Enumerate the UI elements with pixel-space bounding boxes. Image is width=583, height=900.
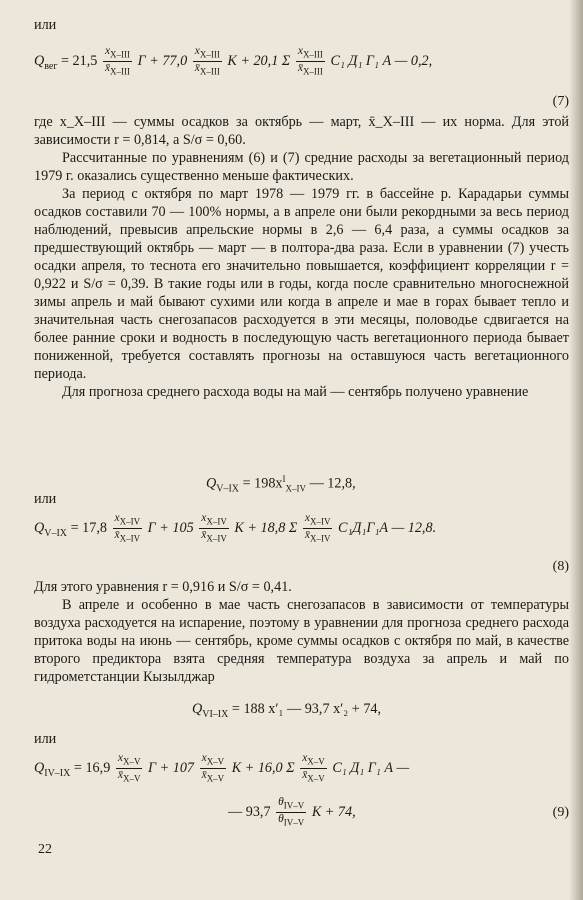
paragraph-period: За период с октября по март 1978 — 1979 гг. в бассейне р. Карадарьи суммы осадков составили 70 — 100% нормы, а в апреле они были рекордными за весь период наблюдений, превысив апрельские нормы в 2,6 — 6,4 раза, а суммы осадков за предшествующий октябрь — март — в полтора-два раза. Если в уравнении (7) учесть осадки апреля, то теснота его значительно повышается, коэффициент корреляции r = 0,922 и S/σ = 0,39. В такие годы или в годы, когда после сравнительно многоснежной зимы апрель и май бывают сухими или когда в апреле и мае в горах бывает тепло и значительная часть снегозапасов расходуется в эти месяцы, половодье сдвигается на более ранние сроки и водность в последующую часть вегетационного периода бывает пониженной, требуется составлять прогнозы на оставшуюся часть вегетационного периода.	[34, 186, 569, 382]
paragraph-may-sept: Для прогноза среднего расхода воды на май — сентябрь получено уравнение	[62, 384, 529, 400]
fraction: $\theta_{IV-V}$ $\theta_{IV-V}$	[278, 796, 305, 828]
paragraph-r-value: Для этого уравнения r = 0,916 и S/σ = 0,41.	[34, 579, 292, 595]
page-edge-shadow	[569, 0, 583, 900]
equation-7: $Q_{вег} = 21,5$ $x_{X-III}$ $x̄_{X-III}$ Г + 77,0 $x_{X-III}$ $x̄_{X-III}$ К + 20,1 Σ $x_{X-III}$ $x̄_{X-III}$ С₁ Д₁ Г₁ А — 0,2,	[34, 45, 433, 77]
fraction: $\frac{x_{X-V}}{x̄_{X-V}}$	[201, 752, 225, 784]
paragraph-definitions: где x_X–III — суммы осадков за октябрь — март, x̄_X–III — их норма. Для этой зависимости r = 0,814, а S/σ = 0,60.	[34, 114, 569, 148]
fraction: $\frac{x_{X-IV}}{x̄_{X-IV}}$	[201, 512, 227, 544]
page-number: 22	[38, 842, 52, 857]
word-ili: или	[34, 491, 57, 507]
equation-9a: $Q_{VI-IX} = 188$ x′₁ — 93,7 x′₂ + 74,	[192, 701, 382, 720]
equation-9-line-1: $Q_{IV-IX} = 16,9$ $\frac{x_{X-V}}{x̄_{X-V}}$ Г + 107 $\frac{x_{X-V}}{x̄_{X-V}}$ К + 16,0 Σ $\frac{x_{X-V}}{x̄_{X-V}}$ С₁ Д₁ Г₁ А —	[34, 752, 410, 784]
fraction: $\frac{x_{X-IV}}{x̄_{X-IV}}$	[304, 512, 331, 544]
equation-number-8: (8)	[552, 559, 569, 574]
fraction: $\frac{x_{X-V}}{x̄_{X-V}}$	[117, 752, 141, 784]
equation-8a: $Q_{V-IX} = 198x^I_{X-IV}$ — 12,8,	[206, 474, 356, 495]
equation-number-9: (9)	[552, 805, 569, 820]
text-block-2	[34, 578, 569, 686]
fraction: $x_{X-III}$ $x̄_{X-III}$	[297, 45, 323, 77]
equation-number-7: (7)	[552, 94, 569, 109]
paragraph-results: Рассчитанные по уравнениям (6) и (7) средние расходы за вегетационный период 1979 г. оказались существенно меньше фактических.	[34, 150, 569, 184]
word-ili: или	[34, 731, 57, 747]
fraction: $\frac{x_{X-V}}{x̄_{X-V}}$	[302, 752, 325, 784]
fraction: $x_{X-III}$ $x̄_{X-III}$	[194, 45, 220, 77]
fraction: $x_{X-III}$ $x̄_{X-III}$	[104, 45, 131, 77]
equation-8: $Q_{V-IX} = 17,8$ $\frac{x_{X-IV}}{x̄_{X-IV}}$ Г + 105 $\frac{x_{X-IV}}{x̄_{X-IV}}$ К + 18,8 Σ $\frac{x_{X-IV}}{x̄_{X-IV}}$ С₁Д₁Г₁А — 12,8.	[34, 512, 437, 544]
word-ili: или	[34, 17, 57, 33]
paragraph-april-may: В апреле и особенно в мае часть снегозапасов в зависимости от температуры воздуха расходуется на испарение, поэтому в уравнении для прогноза среднего расхода притока воды на июнь — сентябрь, кроме суммы осадков с октября по май, в качестве второго предиктора взята средняя температура воздуха за апрель и май по гидрометстанции Кызылджар	[34, 597, 569, 685]
equation-9-line-2: — 93,7 $\theta_{IV-V}$ $\theta_{IV-V}$ К + 74,	[228, 796, 356, 828]
text-block-1	[34, 113, 569, 401]
fraction: $\frac{x_{X-IV}}{x̄_{X-IV}}$	[114, 512, 141, 544]
